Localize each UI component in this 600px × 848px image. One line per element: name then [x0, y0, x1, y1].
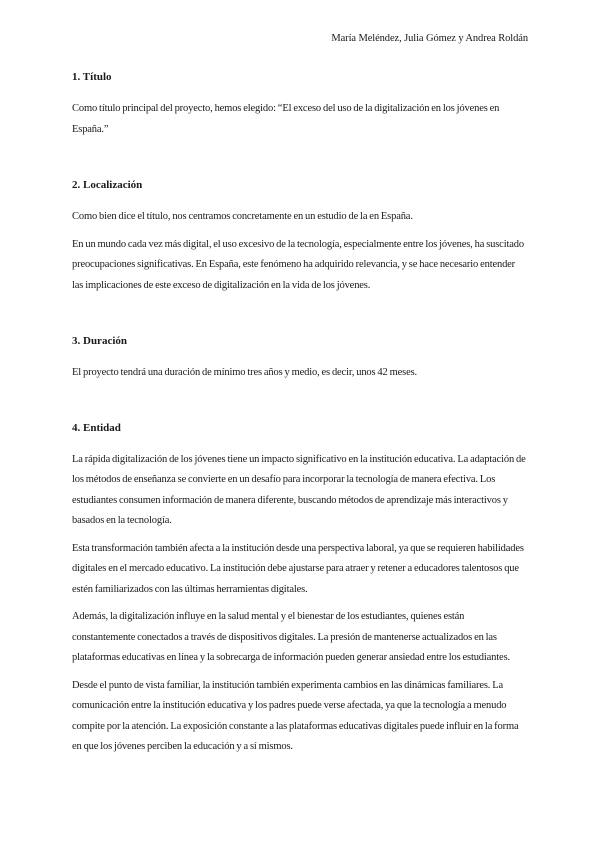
section-heading: 1. Título	[72, 71, 112, 83]
paragraph: Además, la digitalización influye en la salud mental y el bienestar de los estudiantes, quienes están constantemente conectados a través de dispositivos digitales. La presión de mantenerse actualizados en las plataformas educativas en línea y la sobrecarga de información pueden generar ansiedad entre los estudiantes.	[72, 611, 510, 663]
paragraph: El proyecto tendrá una duración de mínimo tres años y medio, es decir, unos 42 meses.	[72, 367, 417, 378]
section-localizacion	[72, 178, 528, 296]
section-heading: 3. Duración	[72, 335, 127, 347]
paragraph: Desde el punto de vista familiar, la institución también experimenta cambios en las dinámicas familiares. La comunicación entre la institución educativa y los padres puede verse afectada, ya que la tecnología a menudo compite por la atención. La exposición constante a las plataformas educativas digitales puede influir en la forma en que los jóvenes perciben la educación y a sí mismos.	[72, 679, 519, 752]
page-header-authors: María Meléndez, Julia Gómez y Andrea Roldán	[331, 33, 528, 44]
paragraph: Como bien dice el título, nos centramos concretamente en un estudio de la en España.	[72, 211, 413, 222]
paragraph: En un mundo cada vez más digital, el uso excesivo de la tecnología, especialmente entre los jóvenes, ha suscitado preocupaciones significativas. En España, este fenómeno ha adquirido relevancia, y se hace necesario entender las implicaciones de este exceso de digitalización en la vida de los jóvenes.	[72, 238, 524, 291]
section-titulo	[72, 70, 528, 140]
paragraph: La rápida digitalización de los jóvenes tiene un impacto significativo en la institución educativa. La adaptación de los métodos de enseñanza se convierte en un desafío para incorporar la tecnología de manera efectiva. Los estudiantes consumen información de manera diferente, buscando métodos de aprendizaje más interactivos y basados en la tecnología.	[72, 453, 526, 526]
section-heading: 2. Localización	[72, 179, 143, 191]
document-body	[72, 70, 528, 758]
paragraph: Esta transformación también afecta a la institución desde una perspectiva laboral, ya que se requieren habilidades digitales en el mercado educativo. La institución debe ajustarse para atraer y retener a educadores talentosos que estén familiarizados con las últimas herramientas digitales.	[72, 542, 524, 595]
section-heading: 4. Entidad	[72, 421, 121, 434]
section-duracion	[72, 334, 528, 384]
paragraph: Como título principal del proyecto, hemos elegido: “El exceso del uso de la digitalización en los jóvenes en España.”	[72, 103, 500, 135]
section-entidad	[72, 421, 528, 758]
